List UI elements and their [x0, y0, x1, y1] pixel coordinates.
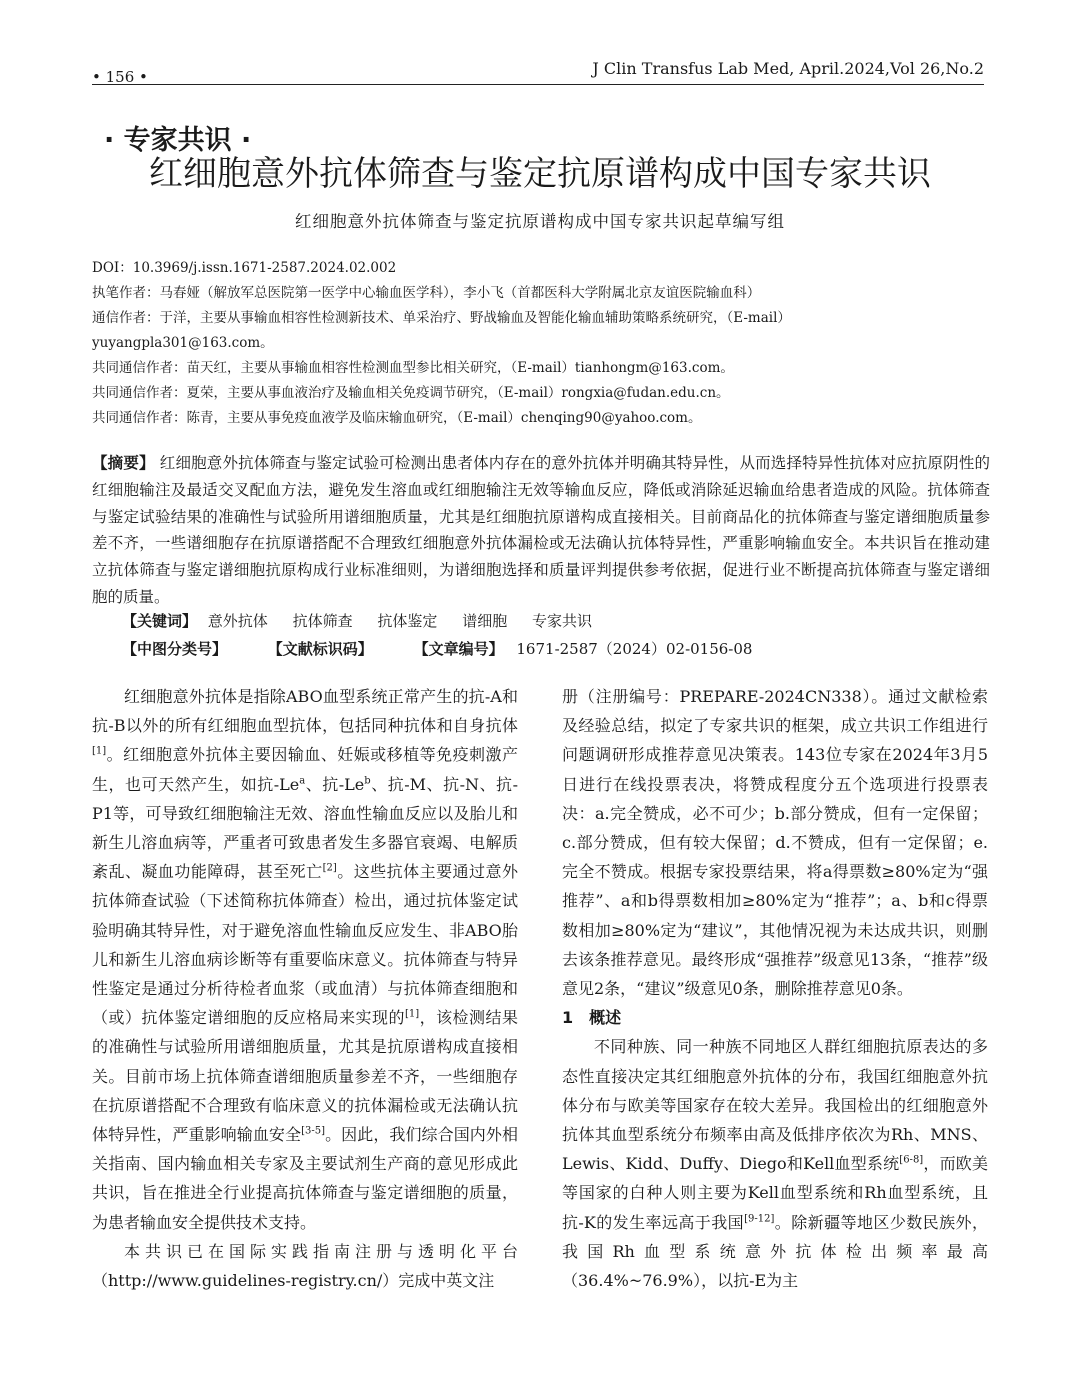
clc-label: 【中图分类号】 — [122, 640, 228, 658]
abstract — [92, 450, 990, 611]
citation: [2] — [322, 862, 337, 874]
article-number: 1671-2587（2024）02-0156-08 — [516, 640, 753, 658]
co-corresponding-author-3: 共同通信作者：陈青，主要从事免疫血液学及临床输血研究，（E-mail）chenqing90@yahoo.com。 — [92, 410, 702, 426]
keywords — [122, 610, 612, 631]
corresponding-author-email: yuyangpla301@163.com。 — [92, 335, 274, 351]
keywords-label: 【关键词】 — [122, 612, 198, 630]
text-run: 。红细胞意外抗体主要因输血、妊娠或移植等免疫刺激产生，也可天然产生，如抗-Le — [92, 745, 518, 794]
citation: [1] — [92, 746, 107, 758]
article-title: 红细胞意外抗体筛查与鉴定抗原谱构成中国专家共识 — [149, 154, 931, 194]
co-corresponding-author-1: 共同通信作者：苗天红，主要从事输血相容性检测血型参比相关研究，（E-mail）tianhongm@163.com。 — [92, 360, 734, 376]
doc-code-label: 【文献标识码】 — [267, 640, 373, 658]
section-heading: 1 概述 — [562, 1008, 622, 1028]
keyword-item: 抗体筛查 — [292, 612, 353, 630]
citation: [3-5] — [301, 1125, 325, 1137]
keyword-item: 意外抗体 — [207, 612, 268, 630]
page-number: • 156 • — [92, 68, 148, 86]
keyword-item: 专家共识 — [531, 612, 592, 630]
text-run: 。这些抗体主要通过意外抗体筛查试验（下述简称抗体筛查）检出，通过抗体鉴定试验明确其特异性，对于避免溶血性输血反应发生、非ABO胎儿和新生儿溶血病诊断等有重要临床意义。抗体筛查与特异性鉴定是通过分析待检者血浆（或血清）与抗体筛查细胞和（或）抗体鉴定谱细胞的反应格局来实现的 — [92, 862, 518, 1028]
text-run: 。因此，我们综合国内外相关指南、国内输血相关专家及主要试剂生产商的意见形成此共识，旨在推进全行业提高抗体筛查与鉴定谱细胞的质量，为患者输血安全提供技术支持。 — [92, 1125, 518, 1232]
co-corresponding-author-2: 共同通信作者：夏荣，主要从事血液治疗及输血相关免疫调节研究，（E-mail）rongxia@fudan.edu.cn。 — [92, 385, 730, 401]
text-run: 红细胞意外抗体是指除ABO血型系统正常产生的抗-A和抗-B以外的所有红细胞血型抗体，包括同种抗体和自身抗体 — [92, 687, 518, 736]
abstract-label: 【摘要】 — [92, 454, 155, 472]
text-run: 。除新疆等地区少数民族外，我国Rh血型系统意外抗体检出频率最高（36.4%~76.9%），以抗-E为主 — [562, 1212, 988, 1291]
journal-header: J Clin Transfus Lab Med, April.2024,Vol 26,No.2 — [592, 59, 984, 78]
body-paragraph: 册（注册编号：PREPARE-2024CN338）。通过文献检索及经验总结，拟定了专家共识的框架，成立共识工作组进行问题调研形成推荐意见决策表。143位专家在2024年3月5日进行在线投票表决，将赞成程度分五个选项进行投票表决：a.完全赞成，必不可少；b.部分赞成，但有一定保留；c.部分赞成，但有较大保留；d.不赞成，但有一定保留；e.完全不赞成。根据专家投票结果，将a得票数≥80%定为“强推荐”、a和b得票数相加≥80%定为“推荐”；a、b和c得票数相加≥80%定为“建议”，其他情况视为未达成共识，则删去该条推荐意见。最终形成“强推荐”级意见13条，“推荐”级意见2条，“建议”级意见0条，删除推荐意见0条。 — [562, 687, 988, 999]
doi-line: DOI：10.3969/j.issn.1671-2587.2024.02.002 — [92, 260, 397, 276]
abstract-text: 红细胞意外抗体筛查与鉴定试验可检测出患者体内存在的意外抗体并明确其特异性，从而选择特异性抗体对应抗原阴性的红细胞输注及最适交叉配血方法，避免发生溶血或红细胞输注无效等输血反应，降低或消除延迟输血给患者造成的风险。抗体筛查与鉴定试验结果的准确性与试验所用谱细胞质量，尤其是红细胞抗原谱构成直接相关。目前商品化的抗体筛查与鉴定谱细胞质量参差不齐，一些谱细胞存在抗原谱搭配不合理致红细胞意外抗体漏检或无法确认抗体特异性，严重影响输血安全。本共识旨在推动建立抗体筛查与鉴定谱细胞抗原构成行业标准细则，为谱细胞选择和质量评判提供参考依据，促进行业不断提高抗体筛查与鉴定谱细胞的质量。 — [92, 454, 990, 606]
article-metadata — [92, 256, 992, 431]
text-run: 、抗-Le — [305, 774, 365, 794]
superscript: a — [299, 775, 306, 787]
column-label: · 专家共识 · — [104, 125, 252, 156]
article-number-label: 【文章编号】 — [413, 640, 504, 658]
text-run: ，该检测结果的准确性与试验所用谱细胞质量，尤其是抗原谱构成直接相关。目前市场上抗体筛查谱细胞质量参差不齐，一些细胞存在抗原谱搭配不合理致有临床意义的抗体漏检或无法确认抗体特异性，严重影响输血安全 — [92, 1008, 518, 1145]
text-run: 不同种族、同一种族不同地区人群红细胞抗原表达的多态性直接决定其红细胞意外抗体的分布，我国红细胞意外抗体分布与欧美等国家存在较大差异。我国检出的红细胞意外抗体其血型系统分布频率由高及低排序依次为Rh、MNS、Lewis、Kidd、Duffy、Diego和Kell血型系统 — [562, 1037, 988, 1174]
classification-line — [122, 638, 752, 659]
text-run: 、抗-M、抗-N、抗-P1等，可导致红细胞输注无效、溶血性输血反应以及胎儿和新生儿溶血病等，严重者可致患者发生多器官衰竭、电解质紊乱、凝血功能障碍，甚至死亡 — [92, 774, 518, 882]
body-paragraph: 本共识已在国际实践指南注册与透明化平台（http://www.guidelines-registry.cn/）完成中英文注 — [92, 1241, 518, 1291]
left-column — [92, 682, 518, 1295]
keyword-item: 谱细胞 — [462, 612, 508, 630]
body-paragraph — [92, 682, 518, 1237]
superscript: b — [364, 775, 371, 787]
body-paragraph — [562, 1032, 988, 1295]
citation: [9-12] — [744, 1213, 775, 1225]
text-run: ，而欧美等国家的白种人则主要为Kell血型系统和Rh血型系统，且抗-K的发生率远高于我国 — [562, 1154, 988, 1232]
citation: [1] — [404, 1008, 420, 1020]
citation: [6-8] — [899, 1154, 924, 1166]
header-divider — [92, 84, 984, 85]
corresponding-author-line: 通信作者：于洋，主要从事输血相容性检测新技术、单采治疗、野战输血及智能化输血辅助策略系统研究，（E-mail） — [92, 310, 791, 326]
author-group: 红细胞意外抗体筛查与鉴定抗原谱构成中国专家共识起草编写组 — [295, 212, 785, 231]
right-column — [562, 682, 988, 1295]
writers-line: 执笔作者：马春娅（解放军总医院第一医学中心输血医学科），李小飞（首都医科大学附属北京友谊医院输血科） — [92, 285, 761, 301]
keyword-item: 抗体鉴定 — [377, 612, 438, 630]
